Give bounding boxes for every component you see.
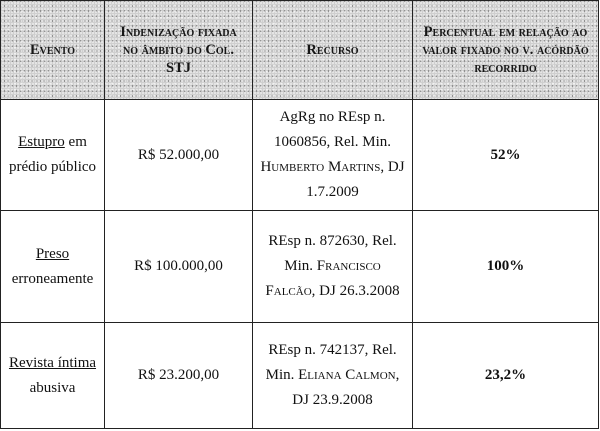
evento-rest: em prédio público — [8, 134, 97, 176]
header-percentual: Percentual em relação ao valor fixado no v. acórdão recorrido — [413, 1, 599, 100]
table-row — [1, 99, 599, 211]
recurso-date: , DJ 26.3.2008 — [311, 283, 400, 300]
evento-key: Revista íntima — [8, 354, 97, 371]
evento-rest: abusiva — [29, 379, 76, 396]
recurso-date: , DJ 23.9.2008 — [292, 367, 400, 409]
table-row — [1, 211, 599, 323]
evento-cell — [1, 99, 105, 211]
relator-name: Francisco Falcão — [265, 258, 381, 300]
header-evento: Evento — [1, 1, 105, 100]
evento-key: Estupro — [18, 134, 65, 151]
indenizacao-cell: R$ 100.000,00 — [105, 211, 253, 323]
relator-name: Humberto Martins — [260, 159, 381, 176]
indenizacao-cell: R$ 52.000,00 — [105, 99, 253, 211]
evento-cell — [1, 323, 105, 429]
recurso-ref: REsp n. 742137, Rel. Min. — [265, 342, 397, 384]
recurso-cell — [253, 99, 413, 211]
header-indenizacao: Indenização fixada no âmbito do Col. STJ — [105, 1, 253, 100]
recurso-cell — [253, 323, 413, 429]
percentual-cell: 23,2% — [413, 323, 599, 429]
evento-rest: erroneamente — [11, 270, 94, 287]
recurso-date: , DJ 1.7.2009 — [306, 159, 405, 201]
header-recurso: Recurso — [253, 1, 413, 100]
evento-key: Preso — [35, 245, 70, 262]
recurso-ref: AgRg no REsp n. 1060856, Rel. Min. — [273, 109, 392, 151]
header-row — [1, 1, 599, 100]
percentual-cell: 100% — [413, 211, 599, 323]
table-row — [1, 323, 599, 429]
relator-name: Eliana Calmon — [298, 367, 396, 384]
evento-cell — [1, 211, 105, 323]
indenizacao-cell: R$ 23.200,00 — [105, 323, 253, 429]
percentual-cell: 52% — [413, 99, 599, 211]
recurso-cell — [253, 211, 413, 323]
recurso-ref: REsp n. 872630, Rel. Min. — [268, 233, 397, 275]
